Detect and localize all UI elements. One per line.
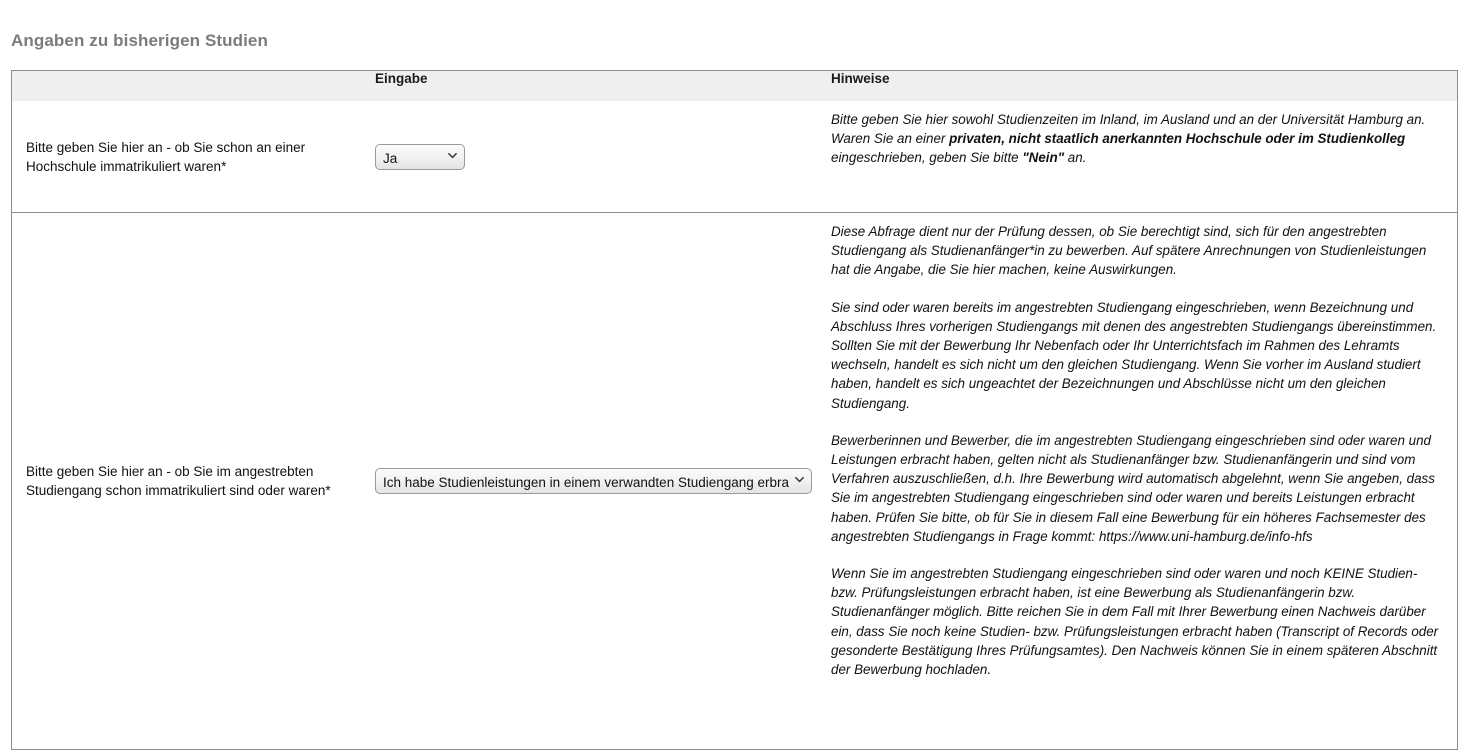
hint-paragraph: Sie sind oder waren bereits im angestrebten Studiengang eingeschrieben, wenn Bezeichnung und Abschluss Ihres vorherigen Studiengangs mit denen des angestrebten Studiengangs übereinstimmen. Sollten Sie mit der Bewerbung Ihr Nebenfach oder Ihr Unterrichtsfach im Rahmen des Lehramts wechseln, handelt es sich nicht um den gleichen Studiengang. Wenn Sie vorher im Ausland studiert haben, handelt es sich ungeachtet der Bezeichnungen und Abschlüsse nicht um den gleichen Studiengang. <box>831 299 1437 411</box>
table-head <box>12 71 1458 102</box>
select-wrapper <box>375 468 812 494</box>
input-cell <box>364 101 820 213</box>
column-header-label <box>12 71 365 102</box>
table-row <box>12 213 1458 750</box>
hint-paragraph: Bewerberinnen und Bewerber, die im angestrebten Studiengang eingeschrieben sind oder waren und Leistungen erbracht haben, gelten nicht als Studienanfänger bzw. Studienanfängerin und sind vom Verfahren auszuschließen, d.h. Ihre Bewerbung wird automatisch abgelehnt, wenn Sie angeben, dass Sie im angestrebten Studiengang eingeschrieben sind oder waren und bereits Leistungen erbracht haben. Prüfen Sie bitte, ob für Sie in diesem Fall eine Bewerbung für ein höheres Fachsemester des angestrebten Studiengangs in Frage kommt: https://www.uni-hamburg.de/info-hfs <box>831 432 1435 544</box>
table-header-row <box>12 71 1458 102</box>
column-header-eingabe: Eingabe <box>375 71 428 86</box>
table-body <box>12 101 1458 750</box>
hint-paragraph: Bitte geben Sie hier sowohl Studienzeiten im Inland, im Ausland und an der Universität Hamburg an. Waren Sie an einer privaten, nicht staatlich anerkannten Hochschule oder im Studienkolleg eingeschrieben, geben Sie bitte "Nein" an. <box>831 112 1426 166</box>
hint-paragraph: Diese Abfrage dient nur der Prüfung dessen, ob Sie berechtigt sind, sich für den angestrebten Studiengang als Studienanfänger*in zu bewerben. Auf spätere Anrechnungen von Studienleistungen hat die Angabe, die Sie hier machen, keine Auswirkungen. <box>831 224 1427 278</box>
question-label: Bitte geben Sie hier an - ob Sie schon an einer Hochschule immatrikuliert waren* <box>26 139 306 174</box>
input-cell <box>364 213 820 750</box>
immatrikuliert-select[interactable] <box>375 144 465 170</box>
column-header-hinweise: Hinweise <box>831 71 890 86</box>
hints-cell <box>820 213 1458 750</box>
studies-form-table <box>11 70 1458 750</box>
select-wrapper <box>375 144 465 170</box>
hint-paragraph: Wenn Sie im angestrebten Studiengang eingeschrieben sind oder waren und noch KEINE Studien- bzw. Prüfungsleistungen erbracht haben, ist eine Bewerbung als Studienanfängerin bzw. Studienanfänger möglich. Bitte reichen Sie in dem Fall mit Ihrer Bewerbung einen Nachweis darüber ein, dass Sie noch keine Studien- bzw. Prüfungsleistungen erbracht haben (Transcript of Records oder gesonderte Bestätigung Ihres Prüfungsamtes). Den Nachweis können Sie in einem späteren Abschnitt der Bewerbung hochladen. <box>831 566 1439 678</box>
page-title: Angaben zu bisherigen Studien <box>11 31 268 50</box>
question-label: Bitte geben Sie hier an - ob Sie im angestrebten Studiengang schon immatrikuliert sind oder waren* <box>12 213 365 750</box>
table-row <box>12 101 1458 213</box>
angestrebter-studiengang-select[interactable] <box>375 468 812 494</box>
hints-cell <box>820 101 1458 213</box>
